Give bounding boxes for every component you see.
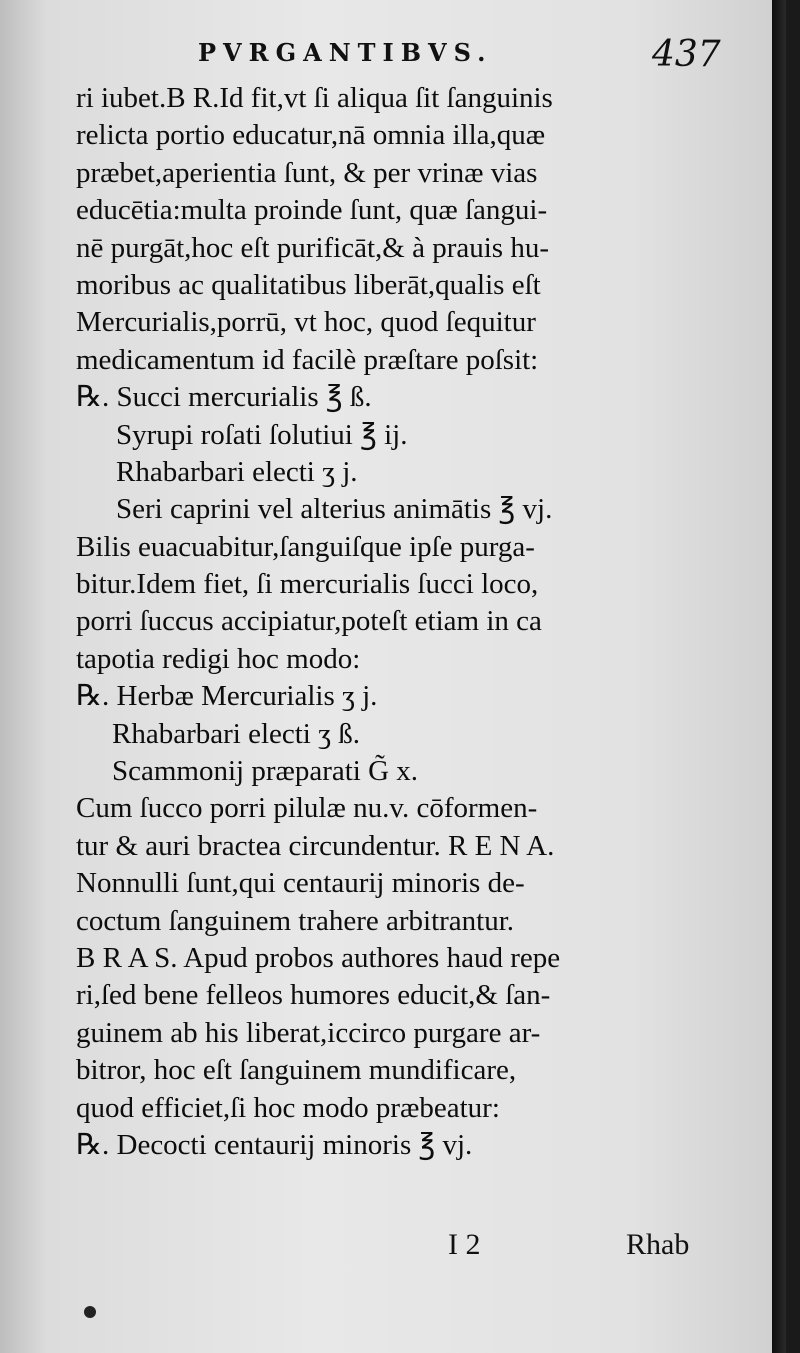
text-line: relicta portio educatur,nā omnia illa,quæ bbox=[76, 119, 546, 152]
recipe-line: Scammonij præparati G̃ x. bbox=[112, 755, 419, 788]
running-title: PVRGANTIBVS. bbox=[198, 38, 493, 67]
text-line: tapotia redigi hoc modo: bbox=[76, 642, 361, 675]
text-line: porri ſuccus accipiatur,poteſt etiam in ca bbox=[76, 605, 542, 638]
text-line: coctum ſanguinem trahere arbitrantur. bbox=[76, 904, 515, 937]
page-number: 437 bbox=[652, 34, 721, 75]
text-line: bitur.Idem fiet, ſi mercurialis ſucci loco, bbox=[76, 568, 539, 601]
signature-mark: I 2 bbox=[448, 1228, 481, 1261]
text-line: ri,ſed bene felleos humores educit,& ſan- bbox=[76, 979, 551, 1012]
text-line: nē purgāt,hoc eſt purificāt,& à prauis hu- bbox=[76, 231, 549, 264]
text-line: moribus ac qualitatibus liberāt,qualis eſt bbox=[76, 268, 541, 301]
text-line: medicamentum id facilè præſtare poſsit: bbox=[76, 343, 539, 376]
text-line: tur & auri bractea circundentur. R E N A. bbox=[76, 829, 555, 862]
text-line: B R A S. Apud probos authores haud repe bbox=[76, 941, 561, 974]
text-line: ri iubet.B R.Id fit,vt ſi aliqua ſit ſanguinis bbox=[76, 82, 553, 114]
ink-blot bbox=[84, 1306, 96, 1318]
text-line: Cum ſucco porri pilulæ nu.v. cōformen- bbox=[76, 792, 538, 825]
text-line: quod efficiet,ſi hoc modo præbeatur: bbox=[76, 1091, 500, 1124]
text-line: Mercurialis,porrū, vt hoc, quod ſequitur bbox=[76, 306, 536, 339]
recipe-line: ℞. Succi mercurialis ℥ ß. bbox=[76, 381, 372, 414]
recipe-line: ℞. Herbæ Mercurialis ʒ j. bbox=[76, 680, 378, 713]
recipe-line: Rhabarbari electi ʒ j. bbox=[116, 455, 358, 488]
text-line: educētia:multa proinde ſunt, quæ ſangui- bbox=[76, 194, 548, 227]
page-edge-shadow bbox=[772, 0, 786, 1353]
text-line: Bilis euacuabitur,ſanguiſque ipſe purga- bbox=[76, 530, 535, 563]
text-line: bitror, hoc eſt ſanguinem mundificare, bbox=[76, 1054, 517, 1087]
recipe-line: Syrupi roſati ſolutiui ℥ ij. bbox=[116, 418, 408, 451]
text-line: Nonnulli ſunt,qui centaurij minoris de- bbox=[76, 867, 525, 900]
catchword: Rhab bbox=[626, 1228, 690, 1261]
text-line: præbet,aperientia ſunt, & per vrinæ vias bbox=[76, 156, 538, 189]
recipe-line: Rhabarbari electi ʒ ß. bbox=[112, 717, 360, 750]
page-footer bbox=[0, 1228, 786, 1268]
body-text bbox=[76, 80, 722, 1164]
recipe-line: ℞. Decocti centaurij minoris ℥ vj. bbox=[76, 1128, 473, 1161]
text-line: guinem ab his liberat,iccirco purgare ar- bbox=[76, 1016, 541, 1049]
recipe-line: Seri caprini vel alterius animātis ℥ vj. bbox=[116, 493, 553, 526]
